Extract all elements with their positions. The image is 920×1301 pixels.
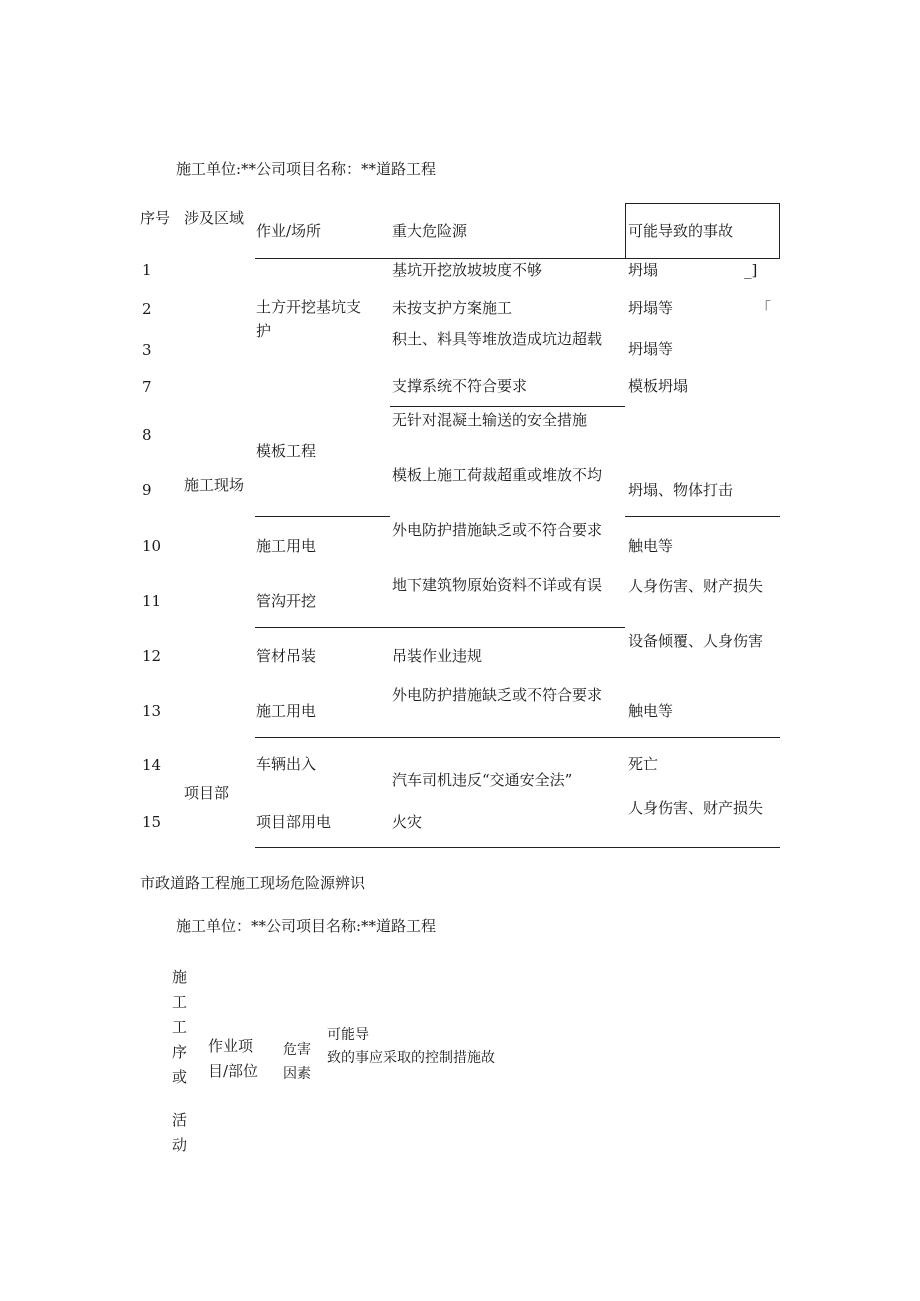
- col1-char: 工: [172, 993, 188, 1011]
- section-title: 市政道路工程施工现场危险源辨识: [140, 874, 366, 892]
- rule-line: [255, 627, 625, 628]
- area-project-dept: 项目部: [184, 784, 230, 802]
- work-formwork: 模板工程: [256, 442, 317, 460]
- hazard-item: 未按支护方案施工: [392, 299, 513, 317]
- hazard-item: 吊装作业违规: [392, 647, 483, 665]
- col4-top: 可能导: [327, 1027, 369, 1043]
- hazard-item: 地下建筑物原始资料不详或有误: [392, 576, 603, 594]
- header-work: 作业/场所: [256, 222, 322, 240]
- hazard-item: 汽车司机违反“交通安全法”: [392, 771, 573, 789]
- hazard-item: 基坑开挖放坡坡度不够: [392, 261, 543, 279]
- rule-line: [625, 516, 780, 517]
- work-electric-2: 施工用电: [256, 702, 317, 720]
- col4-bottom: 致的事应采取的控制措施故: [327, 1050, 495, 1066]
- hazard-item: 无针对混凝土输送的安全措施: [392, 411, 588, 429]
- header-no: 序号: [140, 209, 171, 227]
- unit-line-1: 施工单位:**公司项目名称：**道路工程: [176, 160, 437, 178]
- col2-line: 目/部位: [208, 1062, 259, 1080]
- accident-item: 坍塌: [628, 261, 659, 279]
- accident-item: 坍塌、物体打击: [628, 481, 734, 499]
- accident-item: 触电等: [628, 537, 674, 555]
- table-bottom-line: [255, 847, 780, 848]
- col1-char: 序: [172, 1043, 188, 1061]
- col1-char: 活: [172, 1111, 188, 1129]
- rule-line: [255, 516, 390, 517]
- accident-item: 人身伤害、财产损失: [628, 577, 764, 595]
- rule-line: [390, 406, 625, 407]
- accident-item: 人身伤害、财产损失: [628, 799, 764, 817]
- row-number: 11: [142, 592, 162, 610]
- accident-item: 坍塌等: [628, 340, 674, 358]
- accident-item: 坍塌等: [628, 299, 674, 317]
- col3-line: 因素: [283, 1066, 311, 1082]
- col1-char: 施: [172, 968, 188, 986]
- row-number: 10: [142, 537, 162, 555]
- unit-line-2: 施工单位：**公司项目名称:**道路工程: [176, 917, 437, 935]
- row-number: 14: [142, 756, 162, 774]
- accident-item: 死亡: [628, 755, 659, 773]
- col3-line: 危害: [283, 1042, 311, 1058]
- row-number: 7: [142, 378, 152, 396]
- hazard-item: 外电防护措施缺乏或不符合要求: [392, 521, 603, 539]
- row-number: 8: [142, 426, 152, 444]
- work-vehicles: 车辆出入: [256, 755, 317, 773]
- col1-char: 或: [172, 1068, 188, 1086]
- hazard-item: 积土、料具等堆放造成坑边超载: [392, 330, 603, 348]
- work-excavation: 土方开挖基坑支护: [256, 298, 362, 340]
- col2-line: 作业项: [208, 1037, 254, 1055]
- bracket-mark: 「: [756, 299, 772, 317]
- work-trench: 管沟开挖: [256, 592, 317, 610]
- work-electric-1: 施工用电: [256, 537, 317, 555]
- header-box-right: [779, 203, 780, 258]
- header-box-left: [625, 203, 626, 258]
- bracket-mark: _]: [744, 261, 758, 279]
- hazard-item: 外电防护措施缺乏或不符合要求: [392, 686, 603, 704]
- row-number: 15: [142, 813, 162, 831]
- header-accident: 可能导致的事故: [628, 222, 734, 240]
- col1-char: 动: [172, 1136, 188, 1154]
- hazard-item: 支撑系统不符合要求: [392, 377, 528, 395]
- row-number: 12: [142, 647, 162, 665]
- row-number: 1: [142, 261, 152, 279]
- header-area: 涉及区域: [184, 209, 245, 227]
- row-number: 3: [142, 341, 152, 359]
- work-dept-electric: 项目部用电: [256, 813, 332, 831]
- hazard-item: 模板上施工荷裁超重或堆放不均: [392, 466, 603, 484]
- accident-item: 设备倾覆、人身伤害: [628, 632, 764, 650]
- header-box-top: [625, 203, 780, 204]
- rule-line: [255, 737, 780, 738]
- header-hazard: 重大危险源: [392, 222, 468, 240]
- work-pipe-lifting: 管材吊装: [256, 647, 317, 665]
- hazard-item: 火灾: [392, 813, 423, 831]
- row-number: 2: [142, 300, 152, 318]
- accident-item: 触电等: [628, 702, 674, 720]
- row-number: 13: [142, 702, 162, 720]
- col1-char: 工: [172, 1018, 188, 1036]
- accident-item: 模板坍塌: [628, 377, 689, 395]
- row-number: 9: [142, 481, 152, 499]
- area-site: 施工现场: [184, 476, 245, 494]
